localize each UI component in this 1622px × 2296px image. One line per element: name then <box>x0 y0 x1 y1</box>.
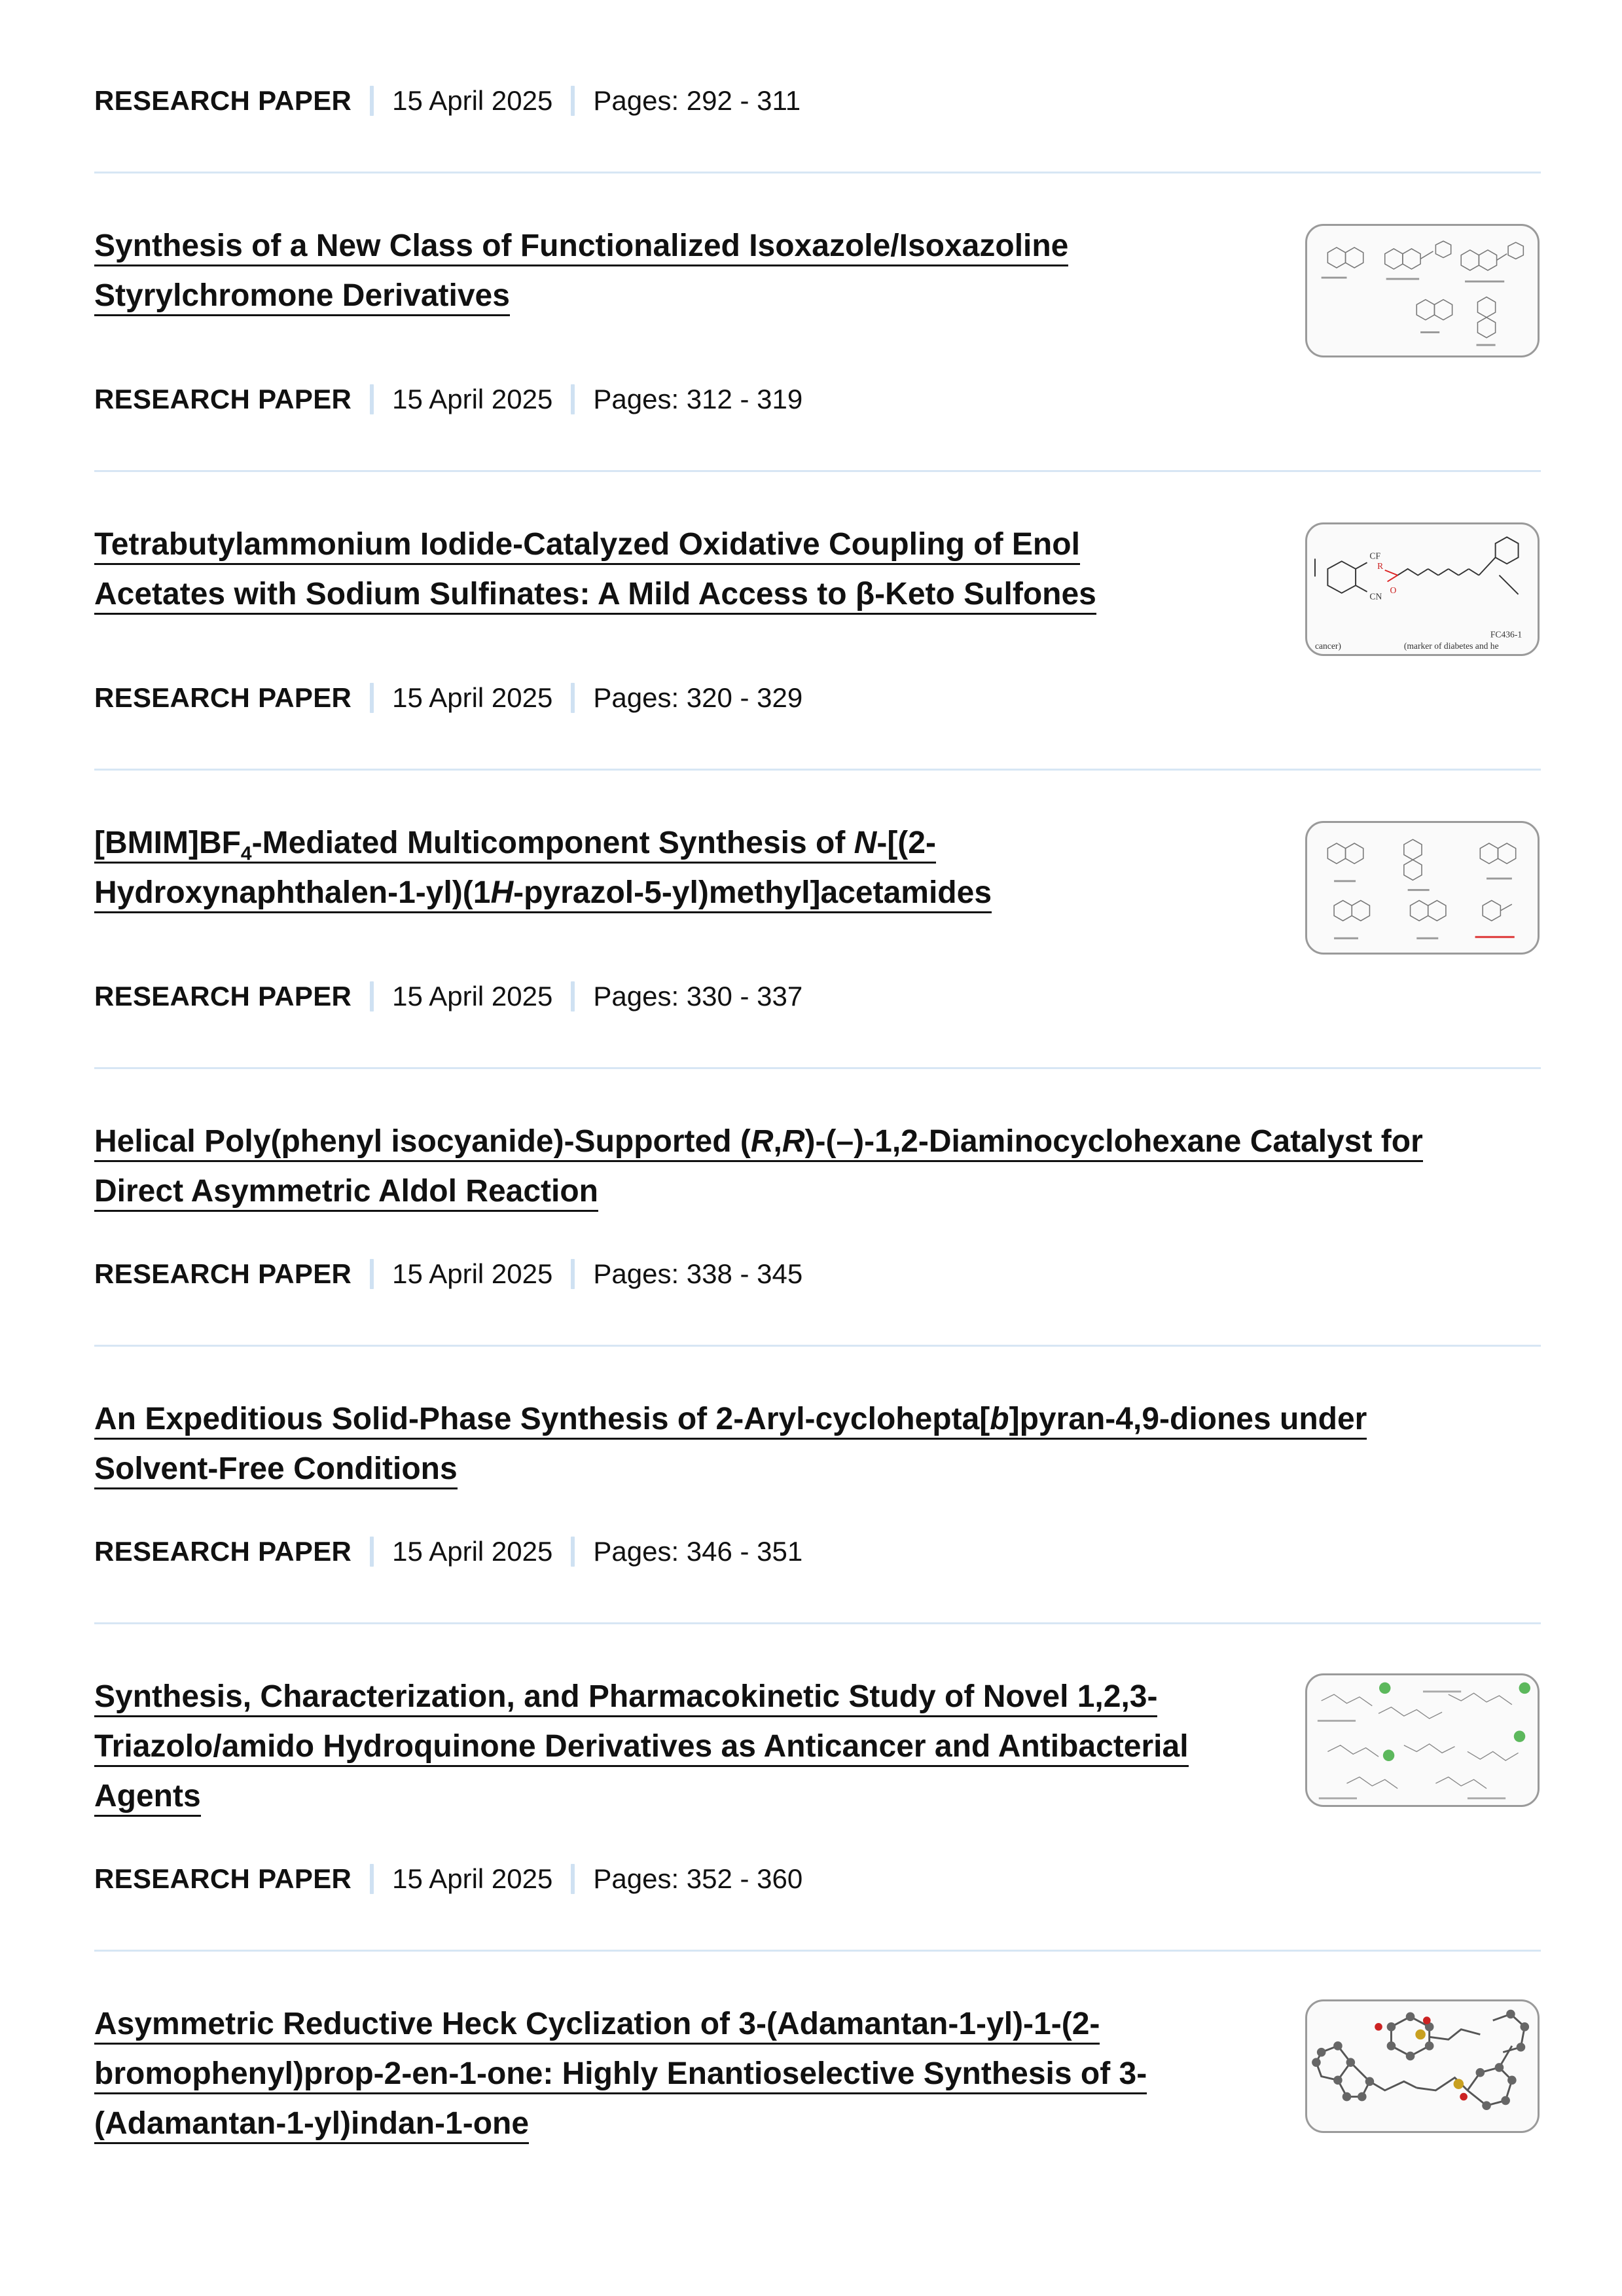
article-title-link[interactable] <box>94 1117 1423 1216</box>
title-text: -pyrazol-5-yl)methyl]acetamides <box>513 875 992 910</box>
divider <box>94 1067 1541 1069</box>
article-type: RESEARCH PAPER <box>94 85 352 116</box>
article-date: 15 April 2025 <box>392 682 553 713</box>
title-italic: H <box>490 875 514 910</box>
title-line <box>94 826 936 864</box>
meta-separator <box>370 1864 374 1894</box>
article-title-link[interactable] <box>94 1672 1189 1821</box>
article-pages: Pages: 346 - 351 <box>593 1536 803 1567</box>
divider <box>94 1622 1541 1624</box>
title-subscript: 4 <box>240 843 252 865</box>
article-date: 15 April 2025 <box>392 384 553 414</box>
title-text: Helical Poly(phenyl isocyanide)-Supported ( <box>94 1124 751 1159</box>
title-text: ]pyran-4,9-diones under <box>1009 1402 1367 1436</box>
title-line: Tetrabutylammonium Iodide-Catalyzed Oxidative Coupling of Enol <box>94 527 1080 565</box>
title-line: Acetates with Sodium Sulfinates: A Mild Access to β-Keto Sulfones <box>94 577 1096 615</box>
title-line: Solvent-Free Conditions <box>94 1451 458 1489</box>
article-pages: Pages: 320 - 329 <box>593 682 803 713</box>
svg-text:O: O <box>1390 585 1397 595</box>
divider <box>94 1345 1541 1347</box>
article-thumbnail[interactable] <box>1305 1999 1540 2133</box>
article-date: 15 April 2025 <box>392 1536 553 1567</box>
meta-separator <box>370 86 374 116</box>
title-italic: R <box>750 1124 774 1159</box>
article-thumbnail[interactable] <box>1305 821 1540 955</box>
article-pages: Pages: 312 - 319 <box>593 384 803 414</box>
meta-separator <box>571 384 575 414</box>
meta-separator <box>370 683 374 713</box>
article-pages: Pages: 338 - 345 <box>593 1258 803 1289</box>
article-thumbnail[interactable] <box>1305 522 1540 656</box>
divider <box>94 470 1541 472</box>
meta-separator <box>571 981 575 1011</box>
title-line <box>94 1124 1423 1162</box>
chemical-structures-graphic <box>1307 226 1538 355</box>
title-line: Direct Asymmetric Aldol Reaction <box>94 1174 598 1212</box>
title-line: bromophenyl)prop-2-en-1-one: Highly Enantioselective Synthesis of 3- <box>94 2056 1147 2094</box>
article-pages: Pages: 352 - 360 <box>593 1863 803 1894</box>
title-text: Hydroxynaphthalen-1-yl)(1 <box>94 875 491 910</box>
svg-text:CN: CN <box>1369 591 1382 602</box>
article-meta <box>94 678 802 718</box>
article-meta <box>94 977 802 1016</box>
meta-separator <box>370 981 374 1011</box>
title-line <box>94 875 992 913</box>
title-line: Triazolo/amido Hydroquinone Derivatives as Anticancer and Antibacterial <box>94 1729 1189 1767</box>
title-text: )-(–)-1,2-Diaminocyclohexane Catalyst for <box>804 1124 1423 1159</box>
svg-text:R: R <box>1377 560 1384 571</box>
meta-separator <box>571 86 575 116</box>
article-type: RESEARCH PAPER <box>94 682 352 713</box>
article-type: RESEARCH PAPER <box>94 981 352 1011</box>
chemical-structure-graphic <box>1307 524 1538 654</box>
article-title-link[interactable] <box>94 1999 1147 2149</box>
meta-separator <box>571 1537 575 1567</box>
article-title-link[interactable] <box>94 221 1068 321</box>
article-meta <box>94 1532 802 1571</box>
meta-separator <box>571 1864 575 1894</box>
meta-separator <box>571 1259 575 1289</box>
title-text: [BMIM]BF <box>94 826 241 860</box>
title-line: Agents <box>94 1779 201 1817</box>
article-type: RESEARCH PAPER <box>94 1536 352 1567</box>
title-text: -Mediated Multicomponent Synthesis of <box>251 826 854 860</box>
meta-separator <box>370 1259 374 1289</box>
title-text: , <box>773 1124 782 1159</box>
article-type: RESEARCH PAPER <box>94 384 352 414</box>
title-line: Asymmetric Reductive Heck Cyclization of 3-(Adamantan-1-yl)-1-(2- <box>94 2007 1100 2045</box>
meta-separator <box>571 683 575 713</box>
article-pages: Pages: 292 - 311 <box>593 85 801 116</box>
divider <box>94 1950 1541 1952</box>
article-thumbnail[interactable] <box>1305 224 1540 357</box>
svg-text:(marker of diabetes and he: (marker of diabetes and he <box>1403 641 1499 651</box>
article-title-link[interactable] <box>94 818 992 918</box>
title-line <box>94 1402 1367 1440</box>
title-text: An Expeditious Solid-Phase Synthesis of 2-Aryl-cyclohepta[ <box>94 1402 990 1436</box>
docking-structures-graphic <box>1307 1675 1538 1805</box>
article-date: 15 April 2025 <box>392 1258 553 1289</box>
crystal-structure-graphic <box>1307 2001 1538 2131</box>
article-thumbnail[interactable] <box>1305 1673 1540 1807</box>
title-line: (Adamantan-1-yl)indan-1-one <box>94 2106 529 2144</box>
article-meta <box>94 380 802 419</box>
article-date: 15 April 2025 <box>392 85 553 116</box>
article-date: 15 April 2025 <box>392 1863 553 1894</box>
article-title-link[interactable] <box>94 1394 1367 1494</box>
title-italic: R <box>782 1124 805 1159</box>
title-line: Styrylchromone Derivatives <box>94 278 510 316</box>
chemical-structures-graphic <box>1307 823 1538 953</box>
svg-text:cancer): cancer) <box>1314 641 1341 651</box>
article-type: RESEARCH PAPER <box>94 1258 352 1289</box>
divider <box>94 172 1541 173</box>
title-italic: N <box>854 826 877 860</box>
article-meta <box>94 81 801 120</box>
article-pages: Pages: 330 - 337 <box>593 981 803 1011</box>
article-meta <box>94 1859 802 1899</box>
article-meta <box>94 1254 802 1294</box>
article-type: RESEARCH PAPER <box>94 1863 352 1894</box>
svg-text:FC436-1: FC436-1 <box>1490 629 1523 640</box>
svg-text:CF: CF <box>1369 551 1381 561</box>
meta-separator <box>370 1537 374 1567</box>
title-text: -[(2- <box>876 826 936 860</box>
article-date: 15 April 2025 <box>392 981 553 1011</box>
divider <box>94 769 1541 771</box>
title-italic: b <box>990 1402 1009 1436</box>
title-line: Synthesis, Characterization, and Pharmacokinetic Study of Novel 1,2,3- <box>94 1679 1157 1717</box>
article-title-link[interactable] <box>94 520 1096 619</box>
meta-separator <box>370 384 374 414</box>
title-line: Synthesis of a New Class of Functionalized Isoxazole/Isoxazoline <box>94 228 1068 266</box>
